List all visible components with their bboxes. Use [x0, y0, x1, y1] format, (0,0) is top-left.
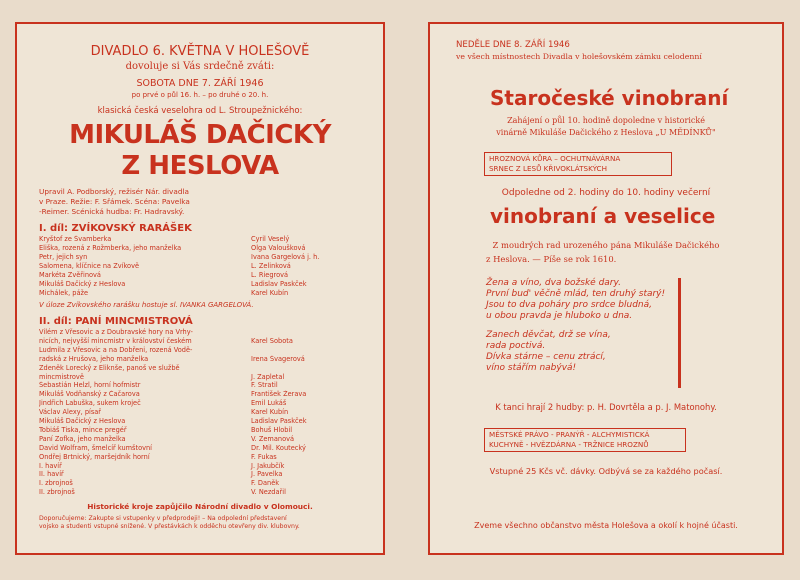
- verse-line: První bud' věčně mlád, ten druhý starý!: [486, 289, 666, 299]
- entry-fee: Vstupné 25 Kčs vč. dávky. Odbývá se za každého počasí.: [489, 466, 723, 476]
- cast-row: [39, 426, 369, 435]
- verse-line: Jsou to dva poháry pro srdce bludná,: [486, 300, 652, 310]
- role-name: Markéta Zvěřinová: [39, 271, 101, 279]
- cast-row: [39, 399, 369, 408]
- role-name: Jindřich Labuška, sukem kroječ: [39, 399, 141, 408]
- actor-name: Irena Švagerová: [251, 354, 305, 363]
- footer-note: [39, 515, 300, 531]
- verse-line: rada poctivá.: [486, 341, 546, 351]
- verse-stanza-1: [486, 278, 665, 322]
- cast-row: [39, 355, 369, 364]
- role-name: Paní Zofka, jeho manželka: [39, 434, 126, 443]
- actor-name: Emil Lukáš: [251, 399, 287, 408]
- part1-heading: I. díl: ZVÍKOVSKÝ RARÁŠEK: [39, 223, 192, 234]
- actor-name: F. Daněk: [251, 479, 280, 488]
- role-name: Michálek, páže: [39, 289, 89, 297]
- role-name: radská z Hrušova, jeho manželka: [39, 354, 149, 363]
- motto-line1: Z moudrých rad urozeného pána Mikuláše Dačického: [492, 240, 720, 250]
- actor-name: Karel Sobota: [251, 336, 293, 345]
- role-name: Ondřej Brtnický, maršejdník horní: [39, 452, 150, 461]
- actor-name: V. Nezdařil: [251, 488, 286, 497]
- actor-name: Ivana Gargelová j. h.: [251, 253, 320, 261]
- cast-row: [39, 453, 369, 462]
- cast-row: [39, 364, 369, 373]
- costumes-credit: Historické kroje zapůjčilo Národní divadlo v Olomouci.: [87, 502, 313, 511]
- cast-row: [39, 488, 369, 497]
- cast-row: [39, 235, 369, 244]
- afternoon-hours: Odpoledne od 2. hodiny do 10. hodiny večerní: [501, 188, 711, 198]
- actor-name: Ladislav Paskček: [251, 280, 307, 288]
- verse-line: Zanech děvčat, drž se vína,: [486, 330, 611, 340]
- role-name: Šebastián Helzl, horní hofmistr: [39, 381, 141, 390]
- actor-name: L. Zelinková: [251, 262, 291, 270]
- actor-name: Ladislav Paskček: [251, 417, 307, 425]
- credits-line: -Reimer. Scénická hudba: Fr. Hadravský.: [39, 207, 185, 216]
- actor-name: Olga Valoušková: [251, 244, 306, 252]
- role-name: Mikuláš Dačický z Heslova: [39, 280, 126, 288]
- attractions-box: [484, 428, 686, 452]
- actor-name: Dr. Mil. Koutecký: [251, 443, 306, 452]
- festival-date: NEDĚLE DNE 8. ZÁŘÍ 1946: [456, 40, 570, 50]
- right-festival-panel: [428, 22, 784, 555]
- role-name: Kryštof ze Švamberka: [39, 235, 112, 243]
- opening-line1: Zahájení o půl 10. hodině dopoledne v historické: [507, 116, 705, 125]
- opening-line2: vinárně Mikuláše Dačického z Heslova „U MĚDÍNKŮ": [496, 128, 716, 137]
- role-name: Zdeněk Lorecký z Eliknše, panoš ve službě: [39, 363, 180, 372]
- cast-row: [39, 417, 369, 426]
- part1-guest-note: V úloze Zvíkovského rarášku hostuje sl. IVANKA GARGELOVÁ.: [39, 301, 254, 309]
- role-name: Mikuláš Dačický z Heslova: [39, 417, 126, 425]
- cast-row: [39, 244, 369, 253]
- verse-side-rule: [678, 278, 681, 388]
- cast-row: [39, 408, 369, 417]
- cast-row: [39, 390, 369, 399]
- footer-line: Doporučujeme: Zakupte si vstupenky v předprodeji! – Na odpolední představení: [39, 515, 287, 522]
- actor-name: F. Stratil: [251, 381, 278, 390]
- performance-times: po prvé o půl 16. h. – po druhé o 20. h.: [131, 91, 269, 99]
- motto-line2: z Heslova. — Píše se rok 1610.: [486, 254, 617, 264]
- role-name: I. havíř: [39, 461, 62, 470]
- actor-name: Karel Kubín: [251, 408, 289, 417]
- role-name: I. zbrojnoš: [39, 479, 73, 488]
- role-name: II. havíř: [39, 470, 64, 479]
- public-invitation: Zveme všechno občanstvo města Holešova a okolí k hojné účasti.: [474, 521, 738, 530]
- credits-line: Upravil A. Podborský, režisér Nár. divadla: [39, 187, 189, 196]
- verse-line: u obou pravda je hluboko u dna.: [486, 311, 633, 321]
- verse-stanza-2: [486, 330, 611, 374]
- cast-row: [39, 253, 369, 262]
- role-name: Václav Alexy, písař: [39, 408, 102, 417]
- role-name: Ludmila z Vřesovic a na Dobřeni, rozená Vodě-: [39, 345, 193, 354]
- role-name: II. zbrojnoš: [39, 488, 75, 497]
- attractions-box-line: KUCHYNĚ - HVĚZDÁRNA - TRŽNICE HROZNŮ: [489, 440, 649, 449]
- music-line: K tanci hrají 2 hudby: p. H. Dovrtěla a p. J. Matonohy.: [495, 402, 717, 412]
- actor-name: J. Jakubčík: [251, 461, 285, 470]
- cast-row: [39, 346, 369, 355]
- part2-heading: II. díl: PANÍ MINCMISTROVÁ: [39, 316, 193, 327]
- actor-name: Cyril Veselý: [251, 235, 290, 243]
- cast-row: [39, 289, 369, 298]
- attractions-box-line: MĚSTSKÉ PRÁVO - PRANÝŘ - ALCHYMISTICKÁ: [489, 430, 650, 439]
- verse-line: Dívka stárne – cenu ztrácí,: [486, 352, 606, 362]
- actor-name: J. Pavelka: [251, 470, 283, 479]
- festival-title: Staročeské vinobraní: [490, 86, 729, 110]
- festival-venue: ve všech místnostech Divadla v holešovském zámku celodenní: [456, 52, 702, 61]
- actor-name: V. Zemanová: [251, 434, 295, 443]
- cast-row: [39, 337, 369, 346]
- actor-name: Bohuš Hlobil: [251, 425, 293, 434]
- role-name: Vilém z Vřesovic a z Doubravské hory na Vrhy-: [39, 328, 193, 336]
- cast-row: [39, 373, 369, 382]
- cast-row: [39, 381, 369, 390]
- cast-row: [39, 462, 369, 471]
- invitation-line: dovoluje si Vás srdečně zváti:: [125, 61, 275, 72]
- actor-name: L. Riegrová: [251, 271, 289, 279]
- role-name: Tobiáš Tiska, mince pregéř: [39, 425, 127, 434]
- actor-name: František Žerava: [251, 390, 307, 399]
- play-title-line1: MIKULÁŠ DAČICKÝ: [69, 120, 331, 150]
- cast-row: [39, 470, 369, 479]
- role-name: nicích, nejvyšší mincmistr v království českém: [39, 336, 192, 345]
- play-genre: klasická česká veselohra od L. Stroupežnického:: [97, 106, 303, 116]
- credits: [39, 187, 190, 217]
- cast-row: [39, 280, 369, 289]
- cast-row: [39, 328, 369, 337]
- left-playbill-panel: [15, 22, 385, 555]
- performance-date: SOBOTA DNE 7. ZÁŘÍ 1946: [136, 78, 264, 89]
- play-title-line2: Z HESLOVA: [121, 151, 279, 181]
- festival-subtitle: vinobraní a veselice: [490, 204, 716, 228]
- tasting-box-line: HROZNOVÁ KŮRA – OCHUTNÁVÁRNA: [489, 154, 621, 163]
- actor-name: J. Zapletal: [251, 372, 285, 381]
- credits-line: v Praze. Režie: F. Sřámek. Scéna: Pavelka: [39, 197, 190, 206]
- theatre-name: DIVADLO 6. KVĚTNA V HOLEŠOVĚ: [90, 44, 310, 59]
- actor-name: Karel Kubín: [251, 289, 289, 297]
- role-name: Mikuláš Vodňanský z Čačarova: [39, 390, 140, 399]
- cast-row: [39, 435, 369, 444]
- cast-row: [39, 271, 369, 280]
- role-name: Salomena, klíčnice na Zvíkově: [39, 262, 140, 270]
- cast-row: [39, 262, 369, 271]
- role-name: David Wolfram, šmelcíř kumštovní: [39, 443, 153, 452]
- footer-line: vojsko a studenti vstupné snížené. V přestávkách k odděchu otevřeny div. klubovny.: [39, 523, 300, 530]
- cast-row: [39, 444, 369, 453]
- role-name: mincmistrově: [39, 372, 84, 381]
- verse-line: víno stářím nabývá!: [486, 363, 577, 373]
- role-name: Petr, jejich syn: [39, 253, 88, 261]
- actor-name: F. Fukas: [251, 452, 277, 461]
- verse-line: Žena a víno, dva božské dary.: [486, 278, 621, 288]
- role-name: Eliška, rozená z Rožmberka, jeho manželka: [39, 244, 182, 252]
- tasting-box-line: SRNEC Z LESŮ KŘIVOKLÁTSKÝCH: [489, 164, 607, 173]
- tasting-box: [484, 152, 672, 176]
- cast-row: [39, 479, 369, 488]
